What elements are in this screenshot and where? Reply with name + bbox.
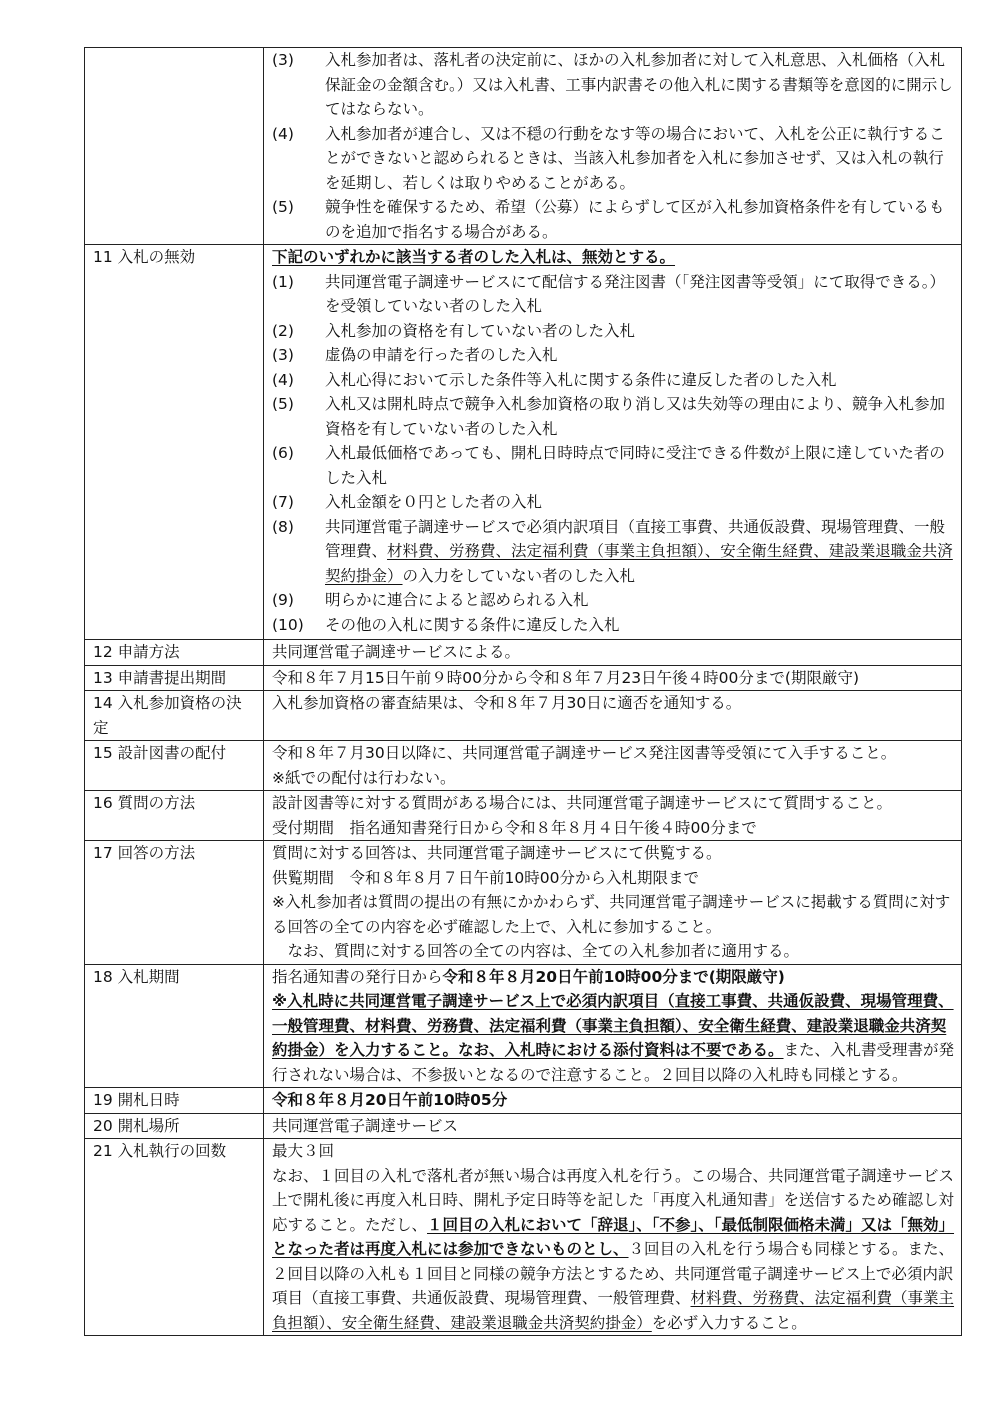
table-row [85, 1139, 962, 1336]
list-item: (4) 入札心得において示した条件等入札に関する条件に違反した者のした入札 [272, 370, 837, 389]
list-item: (2) 入札参加の資格を有していない者のした入札 [272, 321, 636, 340]
row-content: 共同運営電子調達サービス [264, 1113, 962, 1139]
list-item: (4) 入札参加者が連合し、又は不穏の行動をなす等の場合において、入札を公正に執行することができないと認められるときは、当該入札参加者を入札に参加させず、又は入札の執行を延期し、若しくは取りやめることがある。 [272, 124, 945, 192]
row-label: 18 入札期間 [85, 964, 264, 1088]
row-label: 12 申請方法 [85, 640, 264, 666]
table-row [85, 48, 962, 245]
row-label: 13 申請書提出期間 [85, 665, 264, 691]
row-content: 令和８年７月15日午前９時00分から令和８年７月23日午後４時00分まで(期限厳守) [264, 665, 962, 691]
row-label: 21 入札執行の回数 [85, 1139, 264, 1336]
table-row [85, 964, 962, 1088]
list-item: (10) その他の入札に関する条件に違反した入札 [272, 615, 620, 634]
row-label: 14 入札参加資格の決定 [85, 691, 264, 741]
row-content: 指名通知書の発行日から令和８年８月20日午前10時00分まで(期限厳守) ※入札時に共同運営電子調達サービス上で必須内訳項目（直接工事費、共通仮設費、現場管理費、一般管理費、材料費、労務費、法定福利費（事業主負担額）、安全衛生経費、建設業退職金共済契約掛金）を入力すること。なお、入札時における添付資料は不要である。また、入札書受理書が発行されない場合は、不参扱いとなるので注意すること。２回目以降の入札時も同様とする。 [264, 964, 962, 1088]
row-label: 20 開札場所 [85, 1113, 264, 1139]
row-content [264, 245, 962, 640]
list-item: (5) 入札又は開札時点で競争入札参加資格の取り消し又は失効等の理由により、競争入札参加資格を有していない者のした入札 [272, 395, 946, 438]
row-label: 17 回答の方法 [85, 841, 264, 965]
table-row [85, 245, 962, 640]
row-content: 設計図書等に対する質問がある場合には、共同運営電子調達サービスにて質問すること。 受付期間 指名通知書発行日から令和８年８月４日午後４時00分まで [264, 791, 962, 841]
row-label: 16 質問の方法 [85, 791, 264, 841]
table-row [85, 640, 962, 666]
row-content: 令和８年７月30日以降に、共同運営電子調達サービス発注図書等受領にて入手すること。 ※紙での配付は行わない。 [264, 741, 962, 791]
list-item: (3) 入札参加者は、落札者の決定前に、ほかの入札参加者に対して入札意思、入札価格（入札保証金の金額含む。）又は入札書、工事内訳書その他入札に関する書類等を意図的に開示してはならない。 [272, 51, 953, 118]
list-item: (7) 入札金額を０円とした者の入札 [272, 493, 543, 511]
table-row [85, 1113, 962, 1139]
table-row [85, 791, 962, 841]
table-row [85, 1088, 962, 1114]
list-item: (8) 共同運営電子調達サービスで必須内訳項目（直接工事費、共通仮設費、現場管理費、一般管理費、材料費、労務費、法定福利費（事業主負担額）、安全衛生経費、建設業退職金共済契約掛金）の入力をしていない者のした入札 [272, 517, 953, 585]
table-row [85, 665, 962, 691]
invalid-bid-lead: 下記のいずれかに該当する者のした入札は、無効とする。 [272, 248, 676, 266]
table-row [85, 841, 962, 965]
row-label: 19 開札日時 [85, 1088, 264, 1114]
row-content [264, 48, 962, 245]
row-label: 11 入札の無効 [85, 245, 264, 640]
list-item: (1) 共同運営電子調達サービスにて配信する発注図書（「発注図書等受領」にて取得できる。）を受領していない者のした入札 [272, 272, 946, 315]
table-row [85, 741, 962, 791]
row-content: 最大３回 なお、１回目の入札で落札者が無い場合は再度入札を行う。この場合、共同運営電子調達サービス上で開札後に再度入札日時、開札予定日時等を記した「再度入札通知書」を送信するため確認し対応すること。ただし、１回目の入札において「辞退」、「不参」、「最低制限価格未満」又は「無効」となった者は再度入札には参加できないものとし、３回目の入札を行う場合も同様とする。また、２回目以降の入札も１回目と同様の競争方法とするため、共同運営電子調達サービス上で必須内訳項目（直接工事費、共通仮設費、現場管理費、一般管理費、材料費、労務費、法定福利費（事業主負担額）、安全衛生経費、建設業退職金共済契約掛金）を必ず入力すること。 [264, 1139, 962, 1336]
list-item: (9) 明らかに連合によると認められる入札 [272, 591, 589, 609]
bid-conditions-table [84, 47, 962, 1336]
list-item: (3) 虚偽の申請を行った者のした入札 [272, 346, 558, 364]
list-item: (6) 入札最低価格であっても、開札日時時点で同時に受注できる件数が上限に達していた者のした入札 [272, 444, 945, 487]
row-content: 質問に対する回答は、共同運営電子調達サービスにて供覧する。 供覧期間 令和８年８月７日午前10時00分から入札期限まで ※入札参加者は質問の提出の有無にかかわらず、共同運営電子調達サービスに掲載する質問に対する回答の全ての内容を必ず確認した上で、入札に参加すること。 なお、質問に対する回答の全ての内容は、全ての入札参加者に適用する。 [264, 841, 962, 965]
row-content: 共同運営電子調達サービスによる。 [264, 640, 962, 666]
row-label: 15 設計図書の配付 [85, 741, 264, 791]
list-item: (5) 競争性を確保するため、希望（公募）によらずして区が入札参加資格条件を有しているものを追加で指名する場合がある。 [272, 198, 945, 241]
row-content: 令和８年８月20日午前10時05分 [264, 1088, 962, 1114]
row-label [85, 48, 264, 245]
table-row [85, 691, 962, 741]
row-content: 入札参加資格の審査結果は、令和８年７月30日に適否を通知する。 [264, 691, 962, 741]
